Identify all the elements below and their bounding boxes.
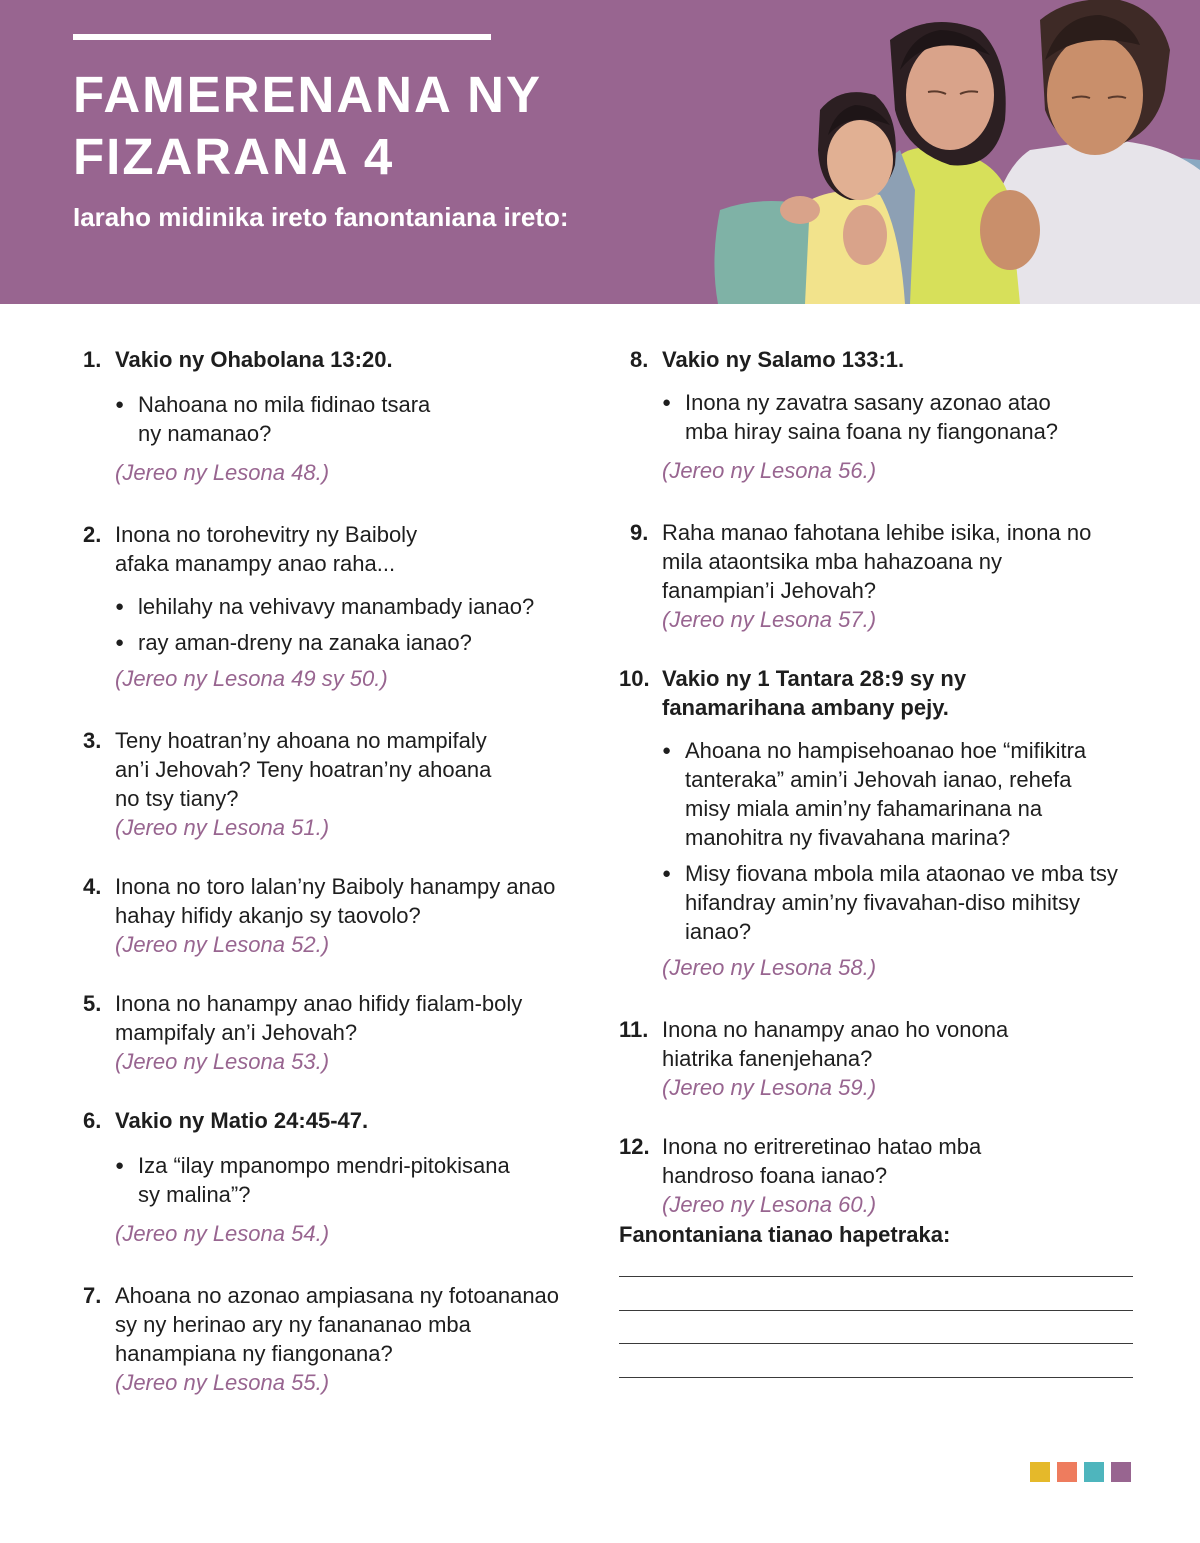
bullet-text: Inona ny zavatra sasany azonao atao mba hiray saina foana ny fiangonana? <box>685 390 1059 444</box>
question-number: 7. <box>83 1283 102 1308</box>
bullet-text: Misy fiovana mbola mila ataonao ve mba tsy hifandray amin’ny fivavahan-diso mihitsy ianao? <box>685 861 1118 944</box>
question-number: 4. <box>83 874 102 899</box>
question-11 <box>619 1015 1139 1102</box>
lesson-reference: (Jereo ny Lesona 60.) <box>662 1192 877 1217</box>
question-number: 3. <box>83 728 102 753</box>
question-7 <box>83 1281 583 1397</box>
bullet-item <box>115 592 583 621</box>
notes-line <box>619 1276 1133 1277</box>
notes-label: Fanontaniana tianao hapetraka: <box>619 1222 951 1247</box>
bullet-text: ray aman-dreny na zanaka ianao? <box>138 630 472 655</box>
lesson-reference: (Jereo ny Lesona 58.) <box>662 955 877 980</box>
question-number: 12. <box>619 1134 650 1159</box>
bullet-item <box>115 1151 535 1209</box>
notes-lines <box>619 1276 1133 1410</box>
lesson-reference: (Jereo ny Lesona 59.) <box>662 1075 877 1100</box>
question-text: Vakio ny Salamo 133:1. <box>662 347 905 372</box>
question-text: Teny hoatran’ny ahoana no mampifaly an’i Jehovah? Teny hoatran’ny ahoana no tsy tiany? <box>115 728 492 811</box>
lesson-reference: (Jereo ny Lesona 51.) <box>115 815 330 840</box>
bullet-item <box>115 628 583 657</box>
header-banner <box>0 0 1200 304</box>
bullet-item <box>662 388 1092 446</box>
notes-line <box>619 1310 1133 1311</box>
question-text: Vakio ny Ohabolana 13:20. <box>115 347 393 372</box>
lesson-reference: (Jereo ny Lesona 57.) <box>662 607 877 632</box>
bullet-item <box>662 859 1122 946</box>
question-text: Inona no hanampy anao ho vonona hiatrika fanenjehana? <box>662 1017 1009 1071</box>
question-1 <box>83 345 583 487</box>
swatch-teal <box>1084 1462 1104 1482</box>
lesson-reference: (Jereo ny Lesona 49 sy 50.) <box>115 666 388 691</box>
lesson-reference: (Jereo ny Lesona 55.) <box>115 1370 330 1395</box>
lesson-reference: (Jereo ny Lesona 56.) <box>662 458 877 483</box>
bullet-text: Nahoana no mila fidinao tsara ny namanao? <box>138 392 431 446</box>
bullet-text: lehilahy na vehivavy manambady ianao? <box>138 594 535 619</box>
question-2 <box>83 520 583 693</box>
swatch-yellow <box>1030 1462 1050 1482</box>
question-text: Raha manao fahotana lehibe isika, inona no mila ataontsika mba hahazoana ny fanampian’i Jehovah? <box>662 520 1092 603</box>
questions-left-column <box>83 345 583 1397</box>
question-text: Ahoana no azonao ampiasana ny fotoananao sy ny herinao ary ny fanananao mba hanampiana ny fiangonana? <box>115 1283 560 1366</box>
question-text: Inona no torohevitry ny Baiboly afaka manampy anao raha... <box>115 522 418 576</box>
bullet-item <box>662 736 1122 852</box>
question-4 <box>83 872 583 959</box>
question-number: 5. <box>83 991 102 1016</box>
questions-right-column <box>619 345 1139 1219</box>
lesson-reference: (Jereo ny Lesona 53.) <box>115 1049 330 1074</box>
question-3 <box>83 726 583 842</box>
question-9 <box>619 518 1139 634</box>
lesson-reference: (Jereo ny Lesona 52.) <box>115 932 330 957</box>
notes-line <box>619 1377 1133 1378</box>
bullet-text: Ahoana no hampisehoanao hoe “mifikitra tanteraka” amin’i Jehovah ianao, rehefa misy miala amin’ny fahamarinana na manohitra ny fivavahana marina? <box>685 738 1087 850</box>
question-number: 10. <box>619 666 650 691</box>
lesson-reference: (Jereo ny Lesona 48.) <box>115 460 330 485</box>
question-text: Vakio ny Matio 24:45-47. <box>115 1108 369 1133</box>
question-number: 2. <box>83 522 102 547</box>
page-title: FAMERENANA NY FIZARANA 4 <box>73 66 542 185</box>
question-number: 11. <box>619 1017 649 1042</box>
question-10 <box>619 664 1139 982</box>
color-swatches <box>1030 1462 1131 1482</box>
question-text: Inona no eritreretinao hatao mba handroso foana ianao? <box>662 1134 982 1188</box>
family-praying-illustration <box>700 0 1200 304</box>
question-number: 9. <box>630 520 649 545</box>
question-text: Inona no toro lalan’ny Baiboly hanampy anao hahay hifidy akanjo sy taovolo? <box>115 874 556 928</box>
question-number: 6. <box>83 1108 102 1133</box>
swatch-orange <box>1057 1462 1077 1482</box>
question-text: Vakio ny 1 Tantara 28:9 sy ny fanamarihana ambany pejy. <box>662 666 967 720</box>
question-text: Inona no hanampy anao hifidy fialam-boly mampifaly an’i Jehovah? <box>115 991 523 1045</box>
header-rule <box>73 34 491 40</box>
question-12 <box>619 1132 1139 1219</box>
question-8 <box>619 345 1139 485</box>
question-number: 8. <box>630 347 649 372</box>
question-6 <box>83 1106 583 1248</box>
bullet-text: Iza “ilay mpanompo mendri-pitokisana sy malina”? <box>138 1153 510 1207</box>
notes-line <box>619 1343 1133 1344</box>
bullet-item <box>115 390 445 448</box>
question-number: 1. <box>83 347 102 372</box>
lesson-reference: (Jereo ny Lesona 54.) <box>115 1221 330 1246</box>
swatch-purple <box>1111 1462 1131 1482</box>
page-subtitle: Iaraho midinika ireto fanontaniana ireto: <box>73 202 569 232</box>
question-5 <box>83 989 583 1076</box>
